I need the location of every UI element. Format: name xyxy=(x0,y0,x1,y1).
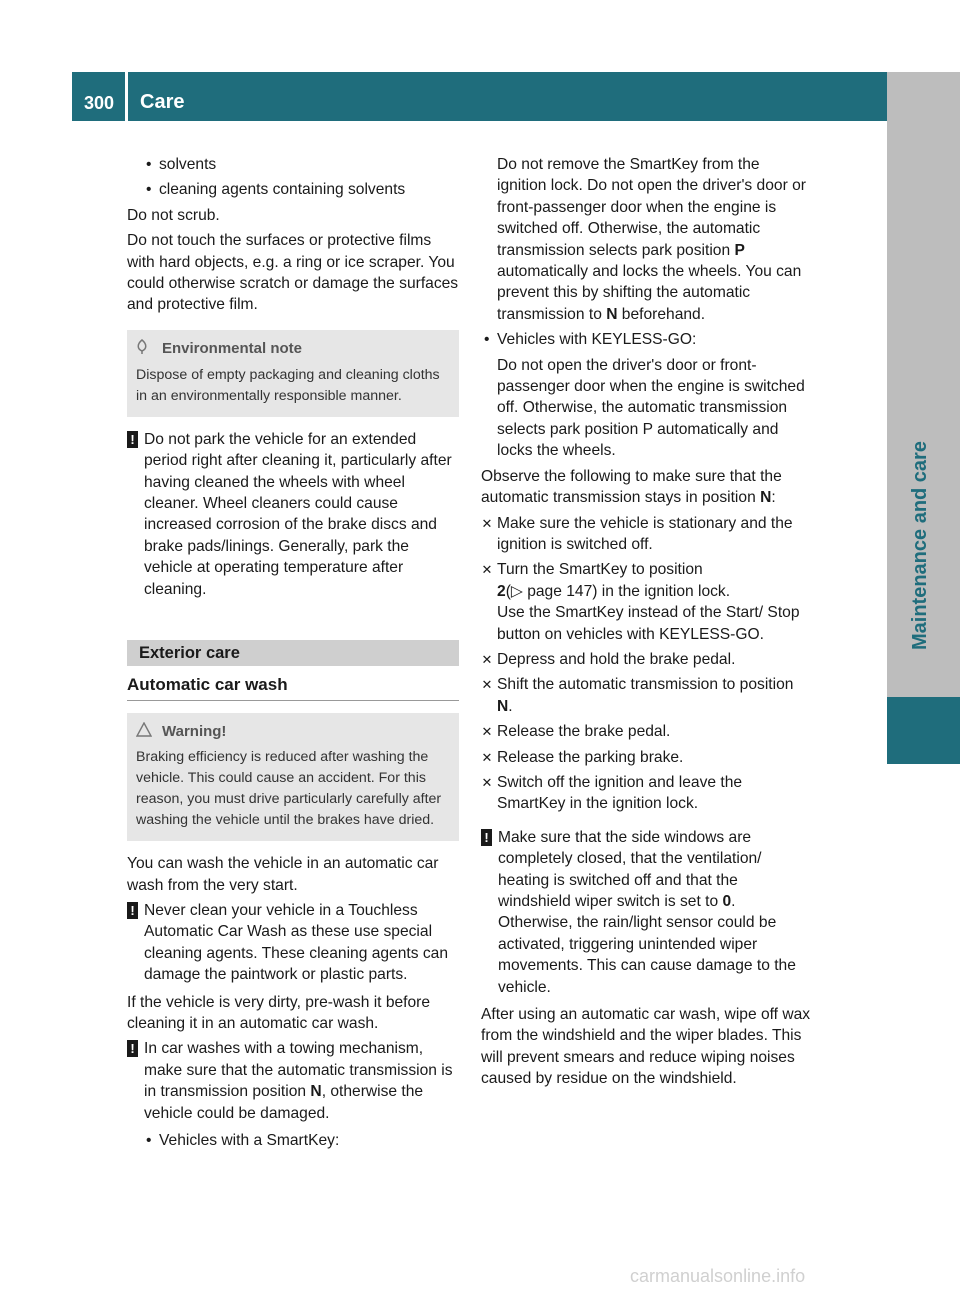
exclamation-icon: ! xyxy=(481,829,492,846)
notice xyxy=(127,429,459,600)
right-column xyxy=(481,154,813,1094)
side-tab-label: Maintenance and care xyxy=(909,441,931,650)
step-item xyxy=(481,559,813,645)
step-arrow-icon: ✕ xyxy=(481,562,493,578)
side-tab-marker xyxy=(887,697,960,764)
step-arrow-icon: ✕ xyxy=(481,515,493,531)
step-item xyxy=(481,772,813,815)
step-item xyxy=(481,674,813,717)
leaf-icon xyxy=(136,339,162,360)
notice-text: . Otherwise, the rain/light sensor could be activated, triggering unintended wiper movements. This can cause damage to the vehicle. xyxy=(498,893,796,996)
note-header xyxy=(136,339,450,360)
notice-text: Never clean your vehicle in a Touchless Automatic Car Wash as these use special cleaning agents. These cleaning agents can damage the paintwork or plastic parts. xyxy=(144,901,449,984)
paragraph: You can wash the vehicle in an automatic car wash from the very start. xyxy=(127,855,439,894)
warning-title: Warning! xyxy=(162,723,227,741)
section-heading: Exterior care xyxy=(127,640,459,666)
note-title: Environmental note xyxy=(162,340,303,358)
position-n: N xyxy=(310,1083,322,1101)
position-n: N xyxy=(760,489,772,507)
left-column xyxy=(127,154,459,1155)
exclamation-icon: ! xyxy=(127,902,138,919)
step-arrow-icon: ✕ xyxy=(481,677,493,693)
step-text: Turn the SmartKey to position xyxy=(497,561,703,579)
warning-triangle-icon xyxy=(136,722,162,742)
step-text: Release the brake pedal. xyxy=(497,723,671,741)
text-span: : xyxy=(771,489,776,507)
step-item xyxy=(481,721,813,742)
paragraph: After using an automatic car wash, wipe off wax from the windshield and the wiper blades. This will prevent smears and reduce wiping noises caused by residue on the windshield. xyxy=(481,1006,811,1088)
notice xyxy=(127,1038,459,1124)
notice-text: , otherwise the vehicle could be damaged. xyxy=(144,1083,424,1122)
step-text: Make sure the vehicle is stationary and the ignition is switched off. xyxy=(497,514,793,553)
list-item: • solvents xyxy=(143,154,459,175)
list-item: • cleaning agents containing solvents xyxy=(143,179,459,200)
step-arrow-icon: ✕ xyxy=(481,724,493,740)
page-title: Care xyxy=(140,91,185,113)
exclamation-icon: ! xyxy=(127,1040,138,1057)
notice xyxy=(481,827,813,998)
step-text: Release the parking brake. xyxy=(497,748,684,766)
notice-text: In car washes with a towing mechanism, make sure that the automatic transmission is in transmission position xyxy=(144,1040,453,1101)
step-text: Depress and hold the brake pedal. xyxy=(497,650,736,668)
page-reference: (▷ page 147) in the ignition lock. xyxy=(505,582,731,600)
paragraph: Do not touch the surfaces or protective films with hard objects, e.g. a ring or ice scraper. You could otherwise scratch or damage the surfaces and protective film. xyxy=(127,232,459,314)
warning-body: Braking efficiency is reduced after washing the vehicle. This could cause an accident. For this reason, you must drive particularly carefully after washing the vehicle until the brakes have dried. xyxy=(136,749,442,829)
paragraph: Do not open the driver's door or front-passenger door when the engine is switched off. Otherwise, the automatic transmission selects park position P automatically and locks the wheels. xyxy=(497,356,805,460)
notice-text: Make sure that the side windows are completely closed, that the ventilation/ heating is switched off and that the windshield wiper switch is set to xyxy=(498,828,762,910)
exclamation-icon: ! xyxy=(127,431,138,448)
header-divider xyxy=(125,72,128,121)
text-span: beforehand. xyxy=(617,305,706,323)
step-text: . xyxy=(508,697,513,715)
step-item xyxy=(481,513,813,556)
step-item xyxy=(481,649,813,670)
list-item: • Vehicles with a SmartKey: xyxy=(143,1130,459,1151)
paragraph: Do not scrub. xyxy=(127,206,220,224)
text-span: automatically and locks the wheels. You can prevent this by shifting the automatic transmission to xyxy=(497,263,802,323)
subsection-heading: Automatic car wash xyxy=(127,674,459,701)
notice xyxy=(127,900,459,986)
switch-position-0: 0 xyxy=(722,893,732,910)
step-arrow-icon: ✕ xyxy=(481,774,493,790)
position-2: 2 xyxy=(497,582,506,600)
step-arrow-icon: ✕ xyxy=(481,651,493,667)
notice-text: Do not park the vehicle for an extended period right after cleaning it, particularly after having cleaned the wheels with wheel cleaner. Wheel cleaners could cause increased corrosion of the brake discs and brake pads/linings. Generally, park the vehicle at operating temperature after cleaning. xyxy=(144,430,452,598)
position-n: N xyxy=(606,305,618,323)
warning-header xyxy=(136,722,450,742)
page-number: 300 xyxy=(84,93,115,113)
header-bar xyxy=(72,72,887,121)
step-arrow-icon: ✕ xyxy=(481,749,493,765)
note-body: Dispose of empty packaging and cleaning cloths in an environmentally responsible manner. xyxy=(136,366,440,404)
environmental-note xyxy=(127,330,459,417)
warning-box xyxy=(127,713,459,841)
step-item xyxy=(481,747,813,768)
step-text: Shift the automatic transmission to position xyxy=(497,676,794,694)
text-span: Do not remove the SmartKey from the ignition lock. Do not open the driver's door or front-passenger door when the engine is switched off. Otherwise, the automatic transmission selects park position xyxy=(497,156,806,259)
step-text: Switch off the ignition and leave the SmartKey in the ignition lock. xyxy=(497,773,743,813)
watermark: carmanualsonline.info xyxy=(630,1266,806,1286)
text-span: Observe the following to make sure that the automatic transmission stays in position xyxy=(481,467,782,507)
position-n: N xyxy=(497,697,509,715)
paragraph xyxy=(481,466,813,509)
paragraph xyxy=(481,154,813,325)
step-text: Use the SmartKey instead of the Start/ Stop button on vehicles with KEYLESS-GO. xyxy=(497,604,800,643)
list-item: • Vehicles with KEYLESS-GO: xyxy=(481,329,813,350)
position-p: P xyxy=(734,241,745,259)
paragraph: If the vehicle is very dirty, pre-wash it before cleaning it in an automatic car wash. xyxy=(127,993,431,1032)
